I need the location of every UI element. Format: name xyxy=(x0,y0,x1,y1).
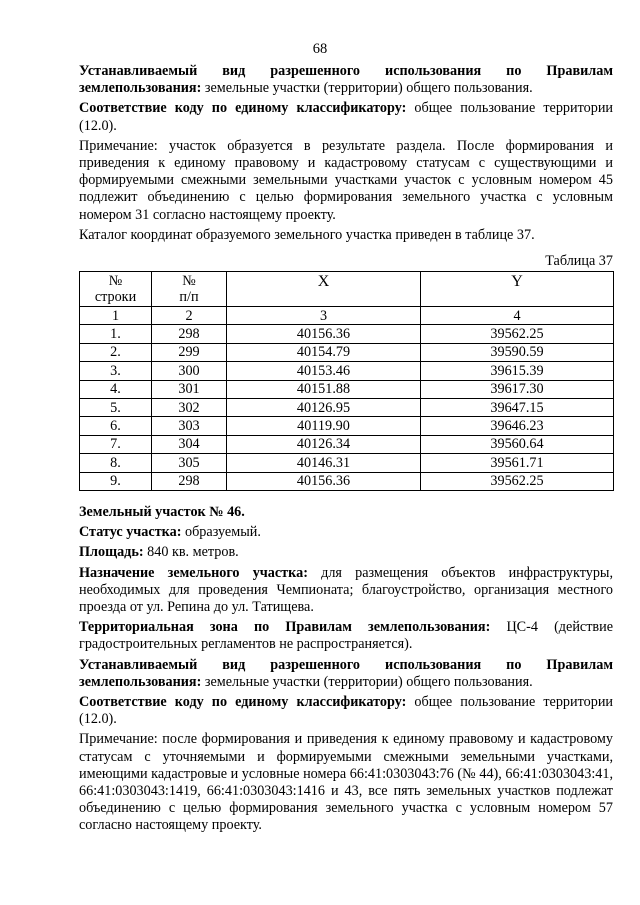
table-row xyxy=(80,380,614,398)
table-cell: 299 xyxy=(152,343,227,361)
table-cell: 3. xyxy=(80,362,152,380)
status-paragraph xyxy=(79,524,613,541)
table-cell: 39646.23 xyxy=(421,417,614,435)
purpose-value: для размещения объектов инфраструктуры, необходимых для проведения Чемпионата; благоустройство, организация местного проезда от ул. Репина до ул. Татищева. xyxy=(79,564,613,616)
table-cell: 2 xyxy=(152,307,227,325)
header-point-number: № п/п xyxy=(152,272,227,307)
status-label: Статус участка: xyxy=(79,524,182,541)
table-cell: 40151.88 xyxy=(227,380,421,398)
code-paragraph-46 xyxy=(79,694,613,728)
area-label: Площадь: xyxy=(79,544,144,561)
table-row xyxy=(80,454,614,472)
table-cell: 4 xyxy=(421,307,614,325)
table-row xyxy=(80,435,614,453)
note-paragraph: Примечание: участок образуется в результате раздела. После формирования и приведения к единому правовому и кадастровому статусам с существующими и формируемыми смежными земельными участками участок с условным номером 45 подлежит объединению с целью формирования земельного участка с условным номером 31 согласно настоящему проекту. xyxy=(79,137,613,223)
table-cell: 3 xyxy=(227,307,421,325)
code-paragraph xyxy=(79,100,613,134)
table-row xyxy=(80,472,614,490)
table-header-row xyxy=(80,272,614,307)
table-cell: 39560.64 xyxy=(421,435,614,453)
code-value-46: общее пользование территории (12.0). xyxy=(79,694,613,728)
table-row xyxy=(80,343,614,361)
table-cell: 305 xyxy=(152,454,227,472)
use-type-label: Устанавливаемый вид разрешенного использования по Правилам землепользования: xyxy=(79,63,613,97)
plot-heading: Земельный участок № 46. xyxy=(79,504,245,520)
table-cell: 39562.25 xyxy=(421,472,614,490)
table-cell: 5. xyxy=(80,398,152,416)
table-cell: 1 xyxy=(80,307,152,325)
table-cell: 2. xyxy=(80,343,152,361)
table-cell: 40146.31 xyxy=(227,454,421,472)
table-row xyxy=(80,362,614,380)
use-type-paragraph-46 xyxy=(79,657,613,691)
table-cell: 300 xyxy=(152,362,227,380)
table-cell: 40156.36 xyxy=(227,472,421,490)
header-row-number: № строки xyxy=(80,272,152,307)
use-type-value: земельные участки (территории) общего пользования. xyxy=(201,80,533,97)
table-cell: 39562.25 xyxy=(421,325,614,343)
zone-paragraph xyxy=(79,619,613,653)
table-cell: 1. xyxy=(80,325,152,343)
zone-label: Территориальная зона по Правилам землепользования: xyxy=(79,619,491,636)
zone-value: ЦС-4 (действие градостроительных регламентов не распространяется). xyxy=(79,619,613,653)
table-cell: 6. xyxy=(80,417,152,435)
use-type-paragraph xyxy=(79,63,613,97)
table-cell: 39617.30 xyxy=(421,380,614,398)
table-cell: 39615.39 xyxy=(421,362,614,380)
plot-46-section xyxy=(79,504,613,835)
table-cell: 40153.46 xyxy=(227,362,421,380)
table-cell: 302 xyxy=(152,398,227,416)
table-cell: 39590.59 xyxy=(421,343,614,361)
table-row xyxy=(80,417,614,435)
table-cell: 298 xyxy=(152,325,227,343)
table-cell: 40156.36 xyxy=(227,325,421,343)
catalog-paragraph: Каталог координат образуемого земельного участка приведен в таблице 37. xyxy=(79,226,535,243)
use-type-label-46: Устанавливаемый вид разрешенного использования по Правилам землепользования: xyxy=(79,656,613,690)
table-cell: 298 xyxy=(152,472,227,490)
table-cell: 39561.71 xyxy=(421,454,614,472)
table-cell: 40154.79 xyxy=(227,343,421,361)
code-label-46: Соответствие коду по единому классификатору: xyxy=(79,694,407,711)
area-paragraph xyxy=(79,544,613,561)
intro-section xyxy=(79,63,613,244)
page-number: 68 xyxy=(312,41,328,57)
table-cell: 303 xyxy=(152,417,227,435)
header-x: X xyxy=(227,272,421,307)
table-cell: 7. xyxy=(80,435,152,453)
table-cell: 40126.95 xyxy=(227,398,421,416)
table-cell: 9. xyxy=(80,472,152,490)
table-cell: 40126.34 xyxy=(227,435,421,453)
code-value: общее пользование территории (12.0). xyxy=(79,100,613,134)
status-value: образуемый. xyxy=(181,524,261,541)
table-row xyxy=(80,398,614,416)
table-row xyxy=(80,325,614,343)
column-numbering-row xyxy=(80,307,614,325)
purpose-paragraph xyxy=(79,565,613,617)
table-cell: 304 xyxy=(152,435,227,453)
purpose-label: Назначение земельного участка: xyxy=(79,564,308,581)
table-cell: 39647.15 xyxy=(421,398,614,416)
table-cell: 301 xyxy=(152,380,227,398)
table-cell: 40119.90 xyxy=(227,417,421,435)
note-paragraph-46: Примечание: после формирования и приведения к единому правовому и кадастровому статусам с уточняемыми и формируемыми смежными земельными участками, имеющими кадастровые и условные номера 66:41:0303043:76 (№ 44), 66:41:0303043:41, 66:41:0303043:1419, 66:41:0303043:1416 и 43, все пять земельных участков подлежат объединению с целью формирования земельного участка с условным номером 57 согласно настоящему проекту. xyxy=(79,731,613,834)
table-caption: Таблица 37 xyxy=(545,253,613,269)
area-value: 840 кв. метров. xyxy=(143,544,239,561)
table-cell: 8. xyxy=(80,454,152,472)
use-type-value-46: земельные участки (территории) общего пользования. xyxy=(201,673,533,690)
code-label: Соответствие коду по единому классификатору: xyxy=(79,100,407,117)
coordinates-table xyxy=(79,271,614,491)
header-y: Y xyxy=(421,272,614,307)
table-cell: 4. xyxy=(80,380,152,398)
